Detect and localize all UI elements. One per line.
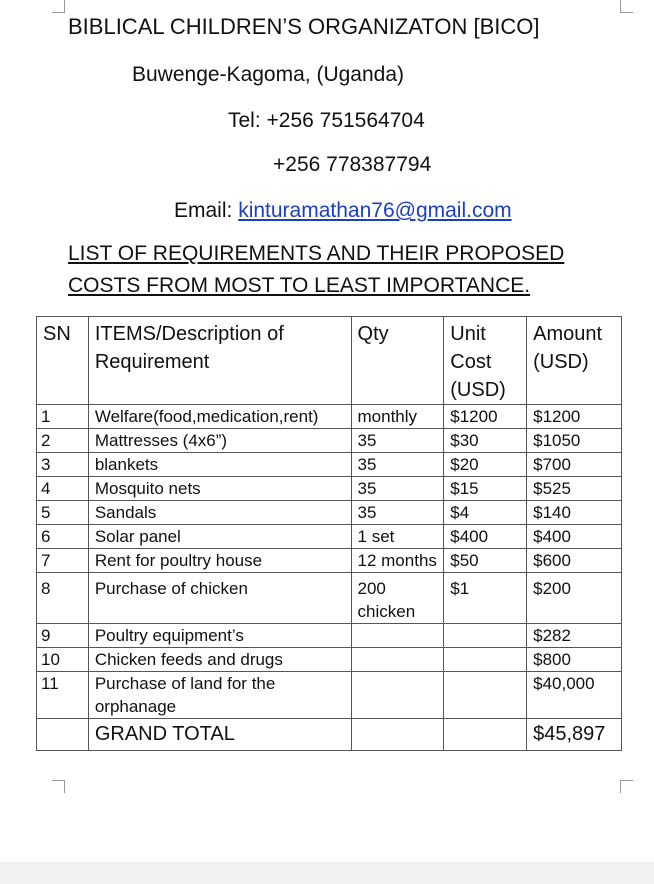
cell-amount: $200 [527, 573, 622, 624]
corner-mark-top-left [52, 0, 65, 13]
cell-unit-cost: $15 [444, 477, 527, 501]
cell-unit-cost: $1 [444, 573, 527, 624]
cell-qty: 35 [351, 429, 444, 453]
cell-amount: $282 [527, 624, 622, 648]
telephone-line-1: Tel: +256 751564704 [228, 109, 425, 132]
cell-amount: $700 [527, 453, 622, 477]
cell-sn: 11 [37, 672, 89, 719]
cell-item: Welfare(food,medication,rent) [88, 405, 351, 429]
cell-amount: $40,000 [527, 672, 622, 719]
cell-unit-cost [444, 624, 527, 648]
grand-total-label: GRAND TOTAL [88, 719, 351, 751]
cell-qty: monthly [351, 405, 444, 429]
cell-unit-cost: $20 [444, 453, 527, 477]
cell-unit-cost [444, 672, 527, 719]
cell-item: Rent for poultry house [88, 549, 351, 573]
cell-qty: 200 chicken [351, 573, 444, 624]
cell-unit-cost: $1200 [444, 405, 527, 429]
table-row [37, 405, 622, 429]
column-header-unit-cost: Unit Cost (USD) [444, 317, 527, 405]
cell-amount: $525 [527, 477, 622, 501]
cell-sn: 10 [37, 648, 89, 672]
cell-sn: 1 [37, 405, 89, 429]
cell-sn: 7 [37, 549, 89, 573]
grand-total-sn [37, 719, 89, 751]
cell-item: Chicken feeds and drugs [88, 648, 351, 672]
cell-sn: 2 [37, 429, 89, 453]
table-row [37, 624, 622, 648]
cell-sn: 5 [37, 501, 89, 525]
table-row [37, 525, 622, 549]
cell-item: Mosquito nets [88, 477, 351, 501]
cell-unit-cost [444, 648, 527, 672]
cell-amount: $1050 [527, 429, 622, 453]
cell-item: Sandals [88, 501, 351, 525]
cell-qty: 35 [351, 477, 444, 501]
cell-sn: 4 [37, 477, 89, 501]
cell-item: Purchase of chicken [88, 573, 351, 624]
cell-amount: $800 [527, 648, 622, 672]
corner-mark-top-right [620, 0, 633, 13]
cell-unit-cost: $30 [444, 429, 527, 453]
table-row [37, 573, 622, 624]
cell-qty [351, 624, 444, 648]
document-heading-line-2: COSTS FROM MOST TO LEAST IMPORTANCE. [68, 274, 531, 297]
table-row [37, 429, 622, 453]
cell-qty [351, 648, 444, 672]
organization-name: BIBLICAL CHILDREN’S ORGANIZATON [BICO] [68, 14, 540, 39]
cell-qty [351, 672, 444, 719]
table-row [37, 501, 622, 525]
cell-item: Mattresses (4x6”) [88, 429, 351, 453]
document-heading-line-1: LIST OF REQUIREMENTS AND THEIR PROPOSED [68, 242, 565, 265]
column-header-item: ITEMS/Description of Requirement [88, 317, 351, 405]
grand-total-unit-cost [444, 719, 527, 751]
table-row [37, 672, 622, 719]
requirements-table [36, 316, 622, 751]
cell-amount: $600 [527, 549, 622, 573]
cell-unit-cost: $4 [444, 501, 527, 525]
cell-item: Purchase of land for the orphanage [88, 672, 351, 719]
cell-sn: 6 [37, 525, 89, 549]
cell-sn: 8 [37, 573, 89, 624]
cell-item: Poultry equipment’s [88, 624, 351, 648]
cell-qty: 1 set [351, 525, 444, 549]
corner-mark-bottom-right [620, 780, 633, 793]
cell-amount: $140 [527, 501, 622, 525]
table-row [37, 549, 622, 573]
table-row [37, 648, 622, 672]
table-row [37, 477, 622, 501]
column-header-sn: SN [37, 317, 89, 405]
grand-total-row [37, 719, 622, 751]
cell-amount: $400 [527, 525, 622, 549]
corner-mark-bottom-left [52, 780, 65, 793]
email-link[interactable]: kinturamathan76@gmail.com [238, 199, 512, 222]
cell-item: Solar panel [88, 525, 351, 549]
email-line [174, 198, 512, 224]
organization-location: Buwenge-Kagoma, (Uganda) [132, 63, 404, 86]
table-header-row [37, 317, 622, 405]
cell-qty: 35 [351, 453, 444, 477]
cell-unit-cost: $400 [444, 525, 527, 549]
page-bottom-bar [0, 862, 654, 884]
grand-total-amount: $45,897 [527, 719, 622, 751]
cell-amount: $1200 [527, 405, 622, 429]
telephone-line-2: +256 778387794 [273, 153, 432, 176]
column-header-amount: Amount (USD) [527, 317, 622, 405]
cell-sn: 9 [37, 624, 89, 648]
cell-qty: 12 months [351, 549, 444, 573]
column-header-qty: Qty [351, 317, 444, 405]
email-label: Email: [174, 199, 239, 222]
cell-item: blankets [88, 453, 351, 477]
cell-qty: 35 [351, 501, 444, 525]
grand-total-qty [351, 719, 444, 751]
table-row [37, 453, 622, 477]
cell-sn: 3 [37, 453, 89, 477]
cell-unit-cost: $50 [444, 549, 527, 573]
